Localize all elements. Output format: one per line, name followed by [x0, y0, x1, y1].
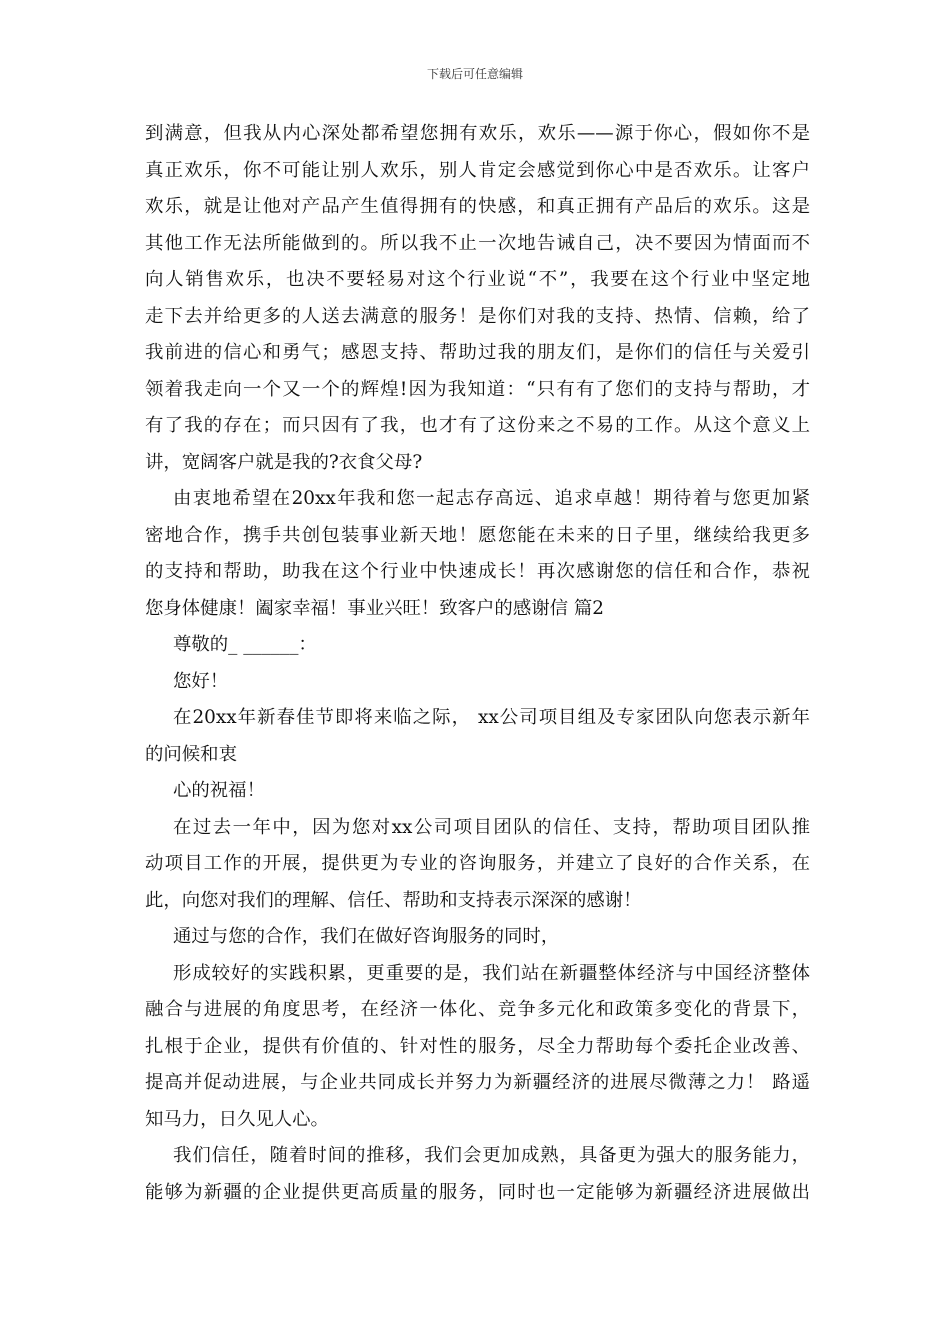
text-line: 有了我的存在；而只因有了我，也才有了这份来之不易的工作。从这个意义上	[145, 415, 810, 436]
text-line: 动项目工作的开展，提供更为专业的咨询服务，并建立了良好的合作关系，在	[145, 853, 810, 874]
text-line: 提高并促动进展，与企业共同成长并努力为新疆经济的进展尽微薄之力！ 路遥	[145, 1072, 810, 1093]
page-header-note: 下载后可任意编辑	[426, 67, 523, 81]
text-line: 领着我走向一个又一个的辉煌!因为我知道：“只有有了您们的支持与帮助，才	[145, 378, 810, 400]
text-line: 真正欢乐，你不可能让别人欢乐，别人肯定会感觉到你心中是否欢乐。让客户	[145, 159, 810, 181]
text-line: 知马力，日久见人心。	[145, 1108, 329, 1130]
text-line: 能够为新疆的企业提供更高质量的服务，同时也一定能够为新疆经济进展做出	[145, 1181, 810, 1203]
salutation: 尊敬的_ ______：	[173, 634, 317, 655]
text-line: 欢乐，就是让他对产品产生值得拥有的快感，和真正拥有产品后的欢乐。这是	[145, 196, 810, 217]
paragraph-start-line: 通过与您的合作，我们在做好咨询服务的同时，	[173, 926, 560, 947]
greeting: 您好！	[173, 670, 229, 692]
text-line: 走下去并给更多的人送去满意的服务！是你们对我的支持、热情、信赖，给了	[145, 305, 810, 327]
document-body	[145, 116, 810, 1211]
text-line: 您身体健康！阖家幸福！事业兴旺！致客户的感谢信 篇2	[145, 597, 604, 619]
text-line: 心的祝福！	[173, 780, 265, 801]
text-line: 密地合作，携手共创包装事业新天地！愿您能在未来的日子里，继续给我更多	[145, 524, 810, 546]
text-line: 到满意，但我从内心深处都希望您拥有欢乐，欢乐——源于你心，假如你不是	[145, 123, 810, 144]
paragraph-start-line: 由衷地希望在20xx年我和您一起志存高远、追求卓越！期待着与您更加紧	[173, 488, 810, 509]
text-line: 此，向您对我们的理解、信任、帮助和支持表示深深的感谢！	[145, 889, 642, 911]
paragraph-start-line: 我们信任，随着时间的推移，我们会更加成熟，具备更为强大的服务能力，	[173, 1145, 810, 1166]
text-line: 的支持和帮助，助我在这个行业中快速成长！再次感谢您的信任和合作，恭祝	[145, 561, 810, 582]
paragraph-start-line: 在20xx年新春佳节即将来临之际， xx公司项目组及专家团队向您表示新年	[173, 707, 810, 728]
text-line: 其他工作无法所能做到的。所以我不止一次地告诫自己，决不要因为情面而不	[145, 232, 810, 254]
text-line: 融合与进展的角度思考，在经济一体化、竞争多元化和政策多变化的背景下，	[145, 999, 810, 1020]
paragraph-start-line: 形成较好的实践积累，更重要的是，我们站在新疆整体经济与中国经济整体	[173, 962, 810, 984]
paragraph-start-line: 在过去一年中，因为您对xx公司项目团队的信任、支持，帮助项目团队推	[173, 816, 810, 838]
text-line: 我前进的信心和勇气；感恩支持、帮助过我的朋友们，是你们的信任与关爱引	[145, 342, 810, 363]
text-line: 的问候和衷	[145, 743, 237, 765]
text-line: 向人销售欢乐，也决不要轻易对这个行业说“不”，我要在这个行业中坚定地	[145, 269, 810, 290]
text-line: 讲，宽阔客户就是我的?衣食父母?	[145, 451, 423, 473]
text-line: 扎根于企业，提供有价值的、针对性的服务，尽全力帮助每个委托企业改善、	[145, 1035, 810, 1057]
